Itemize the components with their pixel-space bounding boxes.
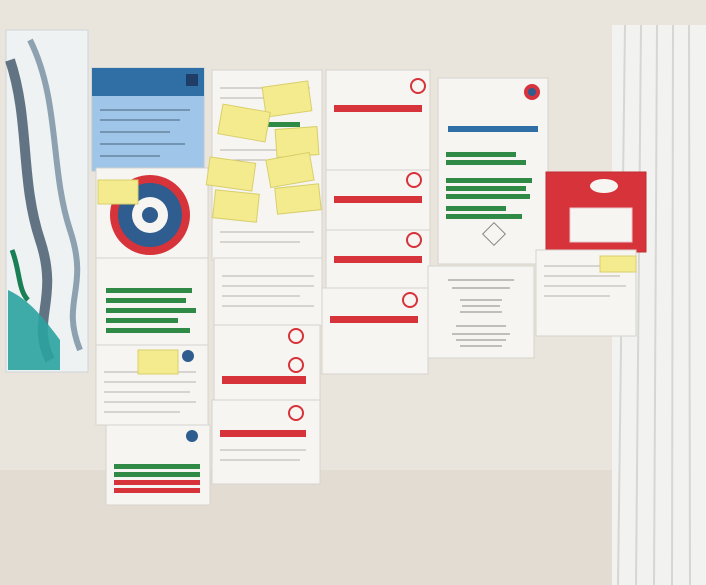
red-band-sheet-3 <box>326 70 430 172</box>
red-band-sheet-1 <box>214 325 320 403</box>
sticky-note <box>600 256 636 272</box>
sticky-note <box>275 184 321 214</box>
sticky-note <box>275 127 319 158</box>
poster-column-4 <box>428 78 548 358</box>
poster-column-5 <box>536 172 646 336</box>
sticky-note <box>262 81 312 117</box>
poster-column-3 <box>322 70 430 374</box>
poster-column-1 <box>92 68 210 505</box>
sticky-note <box>138 350 178 374</box>
sticky-note <box>98 180 138 204</box>
red-band-sheet-6 <box>322 288 428 374</box>
mixed-bars-sheet <box>438 78 548 264</box>
sticky-note <box>206 157 255 191</box>
text-sheet-3 <box>214 258 322 326</box>
sticky-note <box>213 190 260 222</box>
painting <box>6 30 88 372</box>
